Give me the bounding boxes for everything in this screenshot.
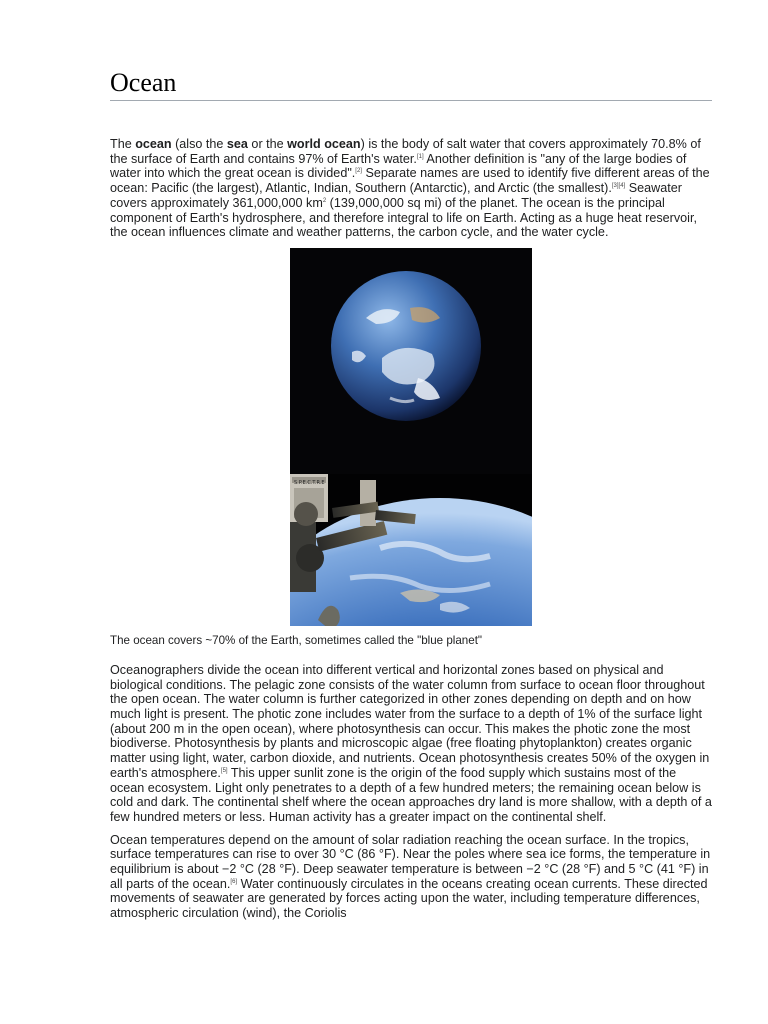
reference-1[interactable]: [1] <box>416 153 424 160</box>
paragraph-text: This upper sunlit zone is the origin of the food supply which sustains most of the ocean ecosystem. Light only penetrates to a depth of a few hundred meters; the remaining ocean below is cold and dark. The continental shelf where the ocean approaches dry land is more shallow, with a depth of a few hundred meters or less. Human activity has a greater impact on the continental shelf. <box>110 765 712 824</box>
intro-text: The <box>110 137 136 151</box>
paragraph-zones <box>110 663 712 825</box>
page-title: Ocean <box>110 0 712 101</box>
paragraph-text: Oceanographers divide the ocean into different vertical and horizontal zones based on physical and biological conditions. The pelagic zone consists of the water column from surface to ocean floor throughout the open ocean. The water column is further categorized in other zones depending on depth and on how much light is present. The photic zone includes water from the surface to a depth of 1% of the surface light (about 200 m in the open ocean), where photosynthesis can occur. This makes the photic zone the most biodiverse. Photosynthesis by plants and microscopic algae (free floating phytoplankton) creates organic matter using light, water, carbon dioxide, and nutrients. Ocean photosynthesis creates 50% of the oxygen in earth's atmosphere. <box>110 662 710 780</box>
intro-text: Separate names are used to identify five different areas of the ocean: Pacific (the largest), Atlantic, Indian, Southern (Antarctic), and Arctic (the smallest). <box>110 166 710 196</box>
figure <box>110 248 532 648</box>
earth-from-space-image <box>290 248 532 626</box>
reference-6[interactable]: [6] <box>230 878 238 885</box>
intro-paragraph <box>110 137 712 240</box>
reference-2[interactable]: [2] <box>355 168 362 175</box>
term-world-ocean: world ocean <box>287 137 361 151</box>
paragraph-temperature <box>110 833 712 921</box>
intro-text: or the <box>247 137 288 151</box>
reference-3-4[interactable]: [3][4] <box>611 182 626 189</box>
superscript-squared: 2 <box>322 197 327 204</box>
station-label: S.P.E.C.T.R.E <box>294 479 325 486</box>
intro-text: Seawater covers approximately 361,000,000 km <box>110 181 682 210</box>
intro-text: ) is the body of salt water that covers approximately 70.8% of the surface of Earth and contains 97% of Earth's water. <box>110 137 701 166</box>
intro-text: (also the <box>171 137 227 151</box>
intro-text: (139,000,000 sq mi) of the planet. The ocean is the principal component of Earth's hydrosphere, and therefore integral to life on Earth. Acting as a huge heat reservoir, the ocean influences climate and weather patterns, the carbon cycle, and the water cycle. <box>110 195 697 240</box>
reference-5[interactable]: [5] <box>220 767 228 774</box>
paragraph-text: Ocean temperatures depend on the amount of solar radiation reaching the ocean surface. In the tropics, surface temperatures can rise to over 30 °C (86 °F). Near the poles where sea ice forms, the temperature in equilibrium is about −2 °C (28 °F). Deep seawater temperature is between −2 °C (28 °F) and 5 °C (41 °F) in all parts of the ocean. <box>110 832 711 891</box>
intro-text: Another definition is "any of the large bodies of water into which the great ocean is divided". <box>110 151 687 181</box>
figure-caption: The ocean covers ~70% of the Earth, sometimes called the "blue planet" <box>110 633 483 647</box>
article <box>110 0 712 921</box>
paragraph-text: Water continuously circulates in the oceans creating ocean currents. These directed movements of seawater are generated by forces acting upon the water, including temperature differences, atmospheric circulation (wind), the Coriolis <box>110 876 708 921</box>
term-sea: sea <box>226 137 248 151</box>
term-ocean: ocean <box>135 137 172 151</box>
